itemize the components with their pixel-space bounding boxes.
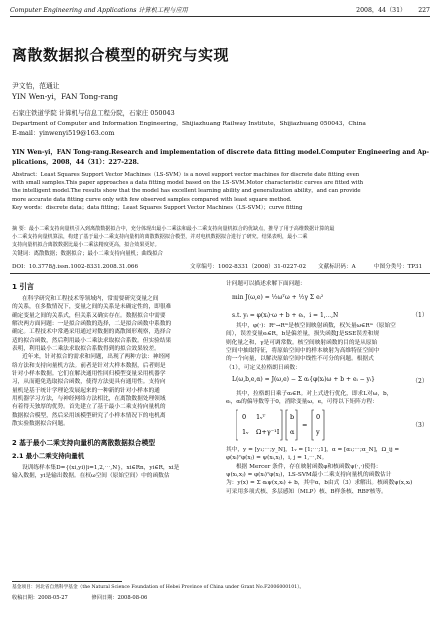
abstract-rule [10, 273, 430, 274]
dates-note [12, 594, 147, 601]
svg-text:Ω+γ⁻¹I: Ω+γ⁻¹I [256, 428, 280, 436]
abstract-en-line: the intelligent model.The results show that the model has excellent learning ability and generalization ability，and can provide [12, 188, 361, 195]
paper-title: 离散数据拟合模型的研究与实现 [12, 46, 230, 64]
para-line: ψ(xᵢ,xⱼ) = φ(xᵢ)ᵀφ(xⱼ)，LS-SVM最小二乘支持向量机的函数估计 [226, 472, 392, 479]
citation-line-2: plications，2008，44（31）：227-228. [12, 159, 139, 166]
section-2-1-text [12, 464, 216, 481]
equation-2-number: （2） [412, 378, 428, 385]
para-line: 其中，φ(·)：Rⁿ→Rᵐ是核空间映射函数，权矢量ω∈Rᵐ（原始空 [236, 323, 396, 329]
svg-text:1ᵥ: 1ᵥ [242, 428, 249, 436]
intro-line: 量机是基于统计学理论发展起来的一种新的针对小样本的通 [12, 387, 160, 394]
para-line: 其中，拉格朗日乘子αᵢ∈R。对上式进行优化，即求L对ω，b， [236, 391, 393, 397]
para-line: 的一个向量，以解决原始空间中线性不可分的问题。根据式 [226, 356, 374, 363]
intro-line: 用机器学习方法，与神经网络方法相比，在离散数据处理领域 [12, 396, 166, 403]
fund-note: 基金项目：河北省自然科学基金（the Natural Science Foundation of Hebei Province of China under Grant No.F2006000101）。 [12, 585, 305, 590]
para-line: φ(xᵢ)ᵀφ(xⱼ) = ψ(xᵢ,xⱼ)，i, j = 1,⋯,N。 [226, 455, 328, 462]
right-para-1 [226, 322, 430, 372]
intro-line: 适的拟合函数，然后利用最小二乘法求取拟合系数。但实验结果 [12, 337, 172, 344]
issue: 2008，44（31） [356, 7, 407, 14]
svg-text:y: y [316, 428, 320, 436]
identifier-row [12, 262, 428, 270]
section-2-heading: 2 基于最小二乘支持向量机的离散数据拟合模型 [12, 439, 156, 447]
doi: DOI：10.3778/j.issn.1002-8331.2008.31.066 [12, 264, 139, 270]
section-2-1-heading: 2.1 最小二乘支持向量机 [12, 452, 85, 460]
abstract-cn-line: 摘 要：最小二乘支持向量机引入到离散数据拟合中，充分体现出最小二乘法和最小二乘支持向量机拟合的优缺点，推导了用于高维数据计算的最 [12, 226, 335, 232]
intro-line: 解决两方面问题：一是拟合函数的选择，二是拟合函数中系数的 [12, 321, 172, 328]
authors-cn: 尹文怡，范通让 [12, 82, 60, 90]
intro-text [12, 295, 216, 429]
intro-line: 有着得天独厚的优势。首先建立了基于最小二乘支持向量机的 [12, 404, 166, 411]
abstract-en-line: with small samples.This paper approaches a data fitting model based on the LS-SVM.Motor characteristic curves are fitted with [12, 180, 364, 187]
right-para-3 [226, 446, 430, 496]
journal-name: Computer Engineering and Applications [10, 7, 137, 14]
svg-text:1ᵥᵀ: 1ᵥᵀ [256, 413, 266, 421]
journal-name-cn: 计算机工程与应用 [138, 7, 188, 14]
sub-line: 输入数据，yi是输出数据。在权ω空间（原始空间）中的函数估 [12, 473, 170, 480]
para-line: 为：y(x) = Σ αᵢψ(x,xᵢ) + b，其中α，b由式（3）求解出。核函数ψ(x,xᵢ) [226, 480, 413, 487]
clc-number: 中图分类号：TP31 [374, 264, 423, 270]
authors-en: YIN Wen-yi，FAN Tong-rang [12, 92, 119, 101]
abstract-en-line: Abstract：Least Squares Support Vector Machines（LS-SVM）is a novel support vector machines for discrete date fitting even [12, 172, 360, 178]
affiliation-cn: 石家庄铁道学院 计算机与信息工程分院，石家庄 050043 [12, 109, 175, 117]
document-code: 文献标识码：A [318, 264, 356, 270]
intro-line: 确定。工程技术中常遇采用通过对数据的离散图形观察，选择合 [12, 329, 172, 336]
footnote-rule [12, 581, 122, 582]
equation-1-line-2: s.t. yᵢ = φ(xᵢ)·ω + b + eᵢ，i = 1,⋯,N [232, 312, 339, 319]
header-rule [10, 16, 430, 17]
svg-text:=: = [302, 421, 308, 429]
equation-1-line-1: min J(ω,e) = ½ωᵀω + ½γ Σ eᵢ² [232, 294, 324, 301]
intro-line: 的关系，在多数情况下，变量之间的关系是未确定性的，即很难 [12, 304, 172, 311]
intro-line: 习，从而避免选取拟合函数，使得方法更具有通用性。支持向 [12, 379, 166, 386]
sub-line: 设训练样本集D={(xi,yi)|i=1,2,⋯,N}，xi∈Rn，yi∈R，xi是 [22, 465, 180, 471]
intro-line: 确定变量之间的关系式，但关系又确实存在。数据拟合中需要 [12, 312, 166, 319]
page-number: 227 [418, 7, 430, 14]
citation-line-1: YIN Wen-yi，FAN Tong-rang.Research and implementation of discrete data fitting model.Computer Engineering and Ap- [12, 149, 430, 156]
intro-line: 表明，利用最小二乘法求取拟合系数得到的拟合效果较差。 [12, 346, 160, 353]
running-header [10, 5, 430, 14]
para-line: 则化量之和，γ是可调常数。核空间映射函数的目的是从原始 [226, 339, 378, 346]
intro-line: 络方法和支持向量机方法。前者是针对大样本数据，后者则是 [12, 362, 166, 369]
author-email: E-mail：yinwenyi519@163.com [12, 129, 115, 137]
equation-3-matrix [236, 408, 356, 442]
intro-line: 在科学研究和工程技术等领域内，常需要研究变量之间 [22, 296, 159, 302]
keywords-en: Key words：discrete data；data fitting；Least Squares Support Vector Machines（LS-SVM）；curve fitting [12, 204, 303, 211]
equation-3-number: （3） [412, 422, 428, 429]
revised-date: 修回日期：2008-08-06 [91, 595, 148, 601]
keywords-cn: 关键词：离散数据；数据拟合；最小二乘支持向量机；曲线拟合 [12, 250, 163, 257]
para-line: 空间中抽取特征，将原始空间中的样本映射为高维特征空间中 [226, 348, 380, 355]
para-line: 可采用多项式核、多层感知（MLP）核、B样条核、RBF核等。 [226, 488, 387, 495]
para-line: （1），可定义拉格朗日函数： [226, 364, 301, 371]
intro-line: 近年来，针对拟合的需求和问题，出现了两种方法：神经网 [22, 354, 170, 361]
para-line: eᵢ，αᵢ的偏导数等于0，消除变量ω，e，可得以下矩阵方程： [226, 399, 378, 406]
abstract-cn-line: 小二乘支持向量机算法，构建了基于最小二乘支持向量机的离散数据拟合模型，并对电机数据拟合进行了研究。结果表明，最小二乘 [12, 234, 308, 241]
abstract-cn [12, 225, 428, 258]
intro-line: 针对小样本数据。它们在解决通用性回归模型变量采用机器学 [12, 371, 166, 378]
equation-2: L(ω,b,e,α) = J(ω,e) − Σ αᵢ{φ(xᵢ)ω + b + eᵢ − yᵢ} [232, 376, 375, 383]
issue-and-page [356, 5, 430, 14]
intro-line: 散实验数据拟合问题。 [12, 421, 69, 428]
abstract-en-line: more accurate data fitting curve only with few observed samples compared with least square method. [12, 196, 292, 203]
equation-1-number: （1） [412, 312, 428, 319]
para-line: 其中，y = [y₁;⋯;y_N]，1ᵥ = [1;⋯;1]，α = [α₁;⋯;α_N]，Ω_ij = [226, 447, 400, 453]
intro-line: 数据拟合模型，然后采用该模型研究了小样本情况下的电机离 [12, 412, 166, 419]
abstract-cn-line: 支持向量机拟合离散数据比最小二乘法精度更高，拟合效果更好。 [12, 242, 160, 249]
para-line: 间），误差变量eᵢ∈R，b是偏差量，损失函数J是SSE误差和规 [226, 331, 380, 338]
received-date: 收稿日期：2008-05-27 [12, 595, 68, 601]
svg-text:0: 0 [316, 413, 321, 421]
para-line: 根据 Mercer 条件，存在映射函数φ和核函数ψ(·,·)使得： [236, 463, 382, 470]
section-1-heading: 1 引言 [12, 282, 34, 291]
affiliation-en: Department of Computer and Information Engineering，Shijiazhuang Railway Institute，Shijiazhuang 050043，China [12, 121, 366, 127]
abstract-en [12, 171, 428, 212]
right-intro: 计问题可以描述求解下面问题： [226, 281, 306, 287]
svg-text:α: α [290, 428, 295, 436]
svg-text:b: b [290, 413, 295, 421]
right-para-2 [226, 390, 430, 407]
svg-text:0: 0 [242, 413, 247, 421]
article-number: 文章编号：1002-8331（2008）31-0227-02 [190, 264, 307, 270]
